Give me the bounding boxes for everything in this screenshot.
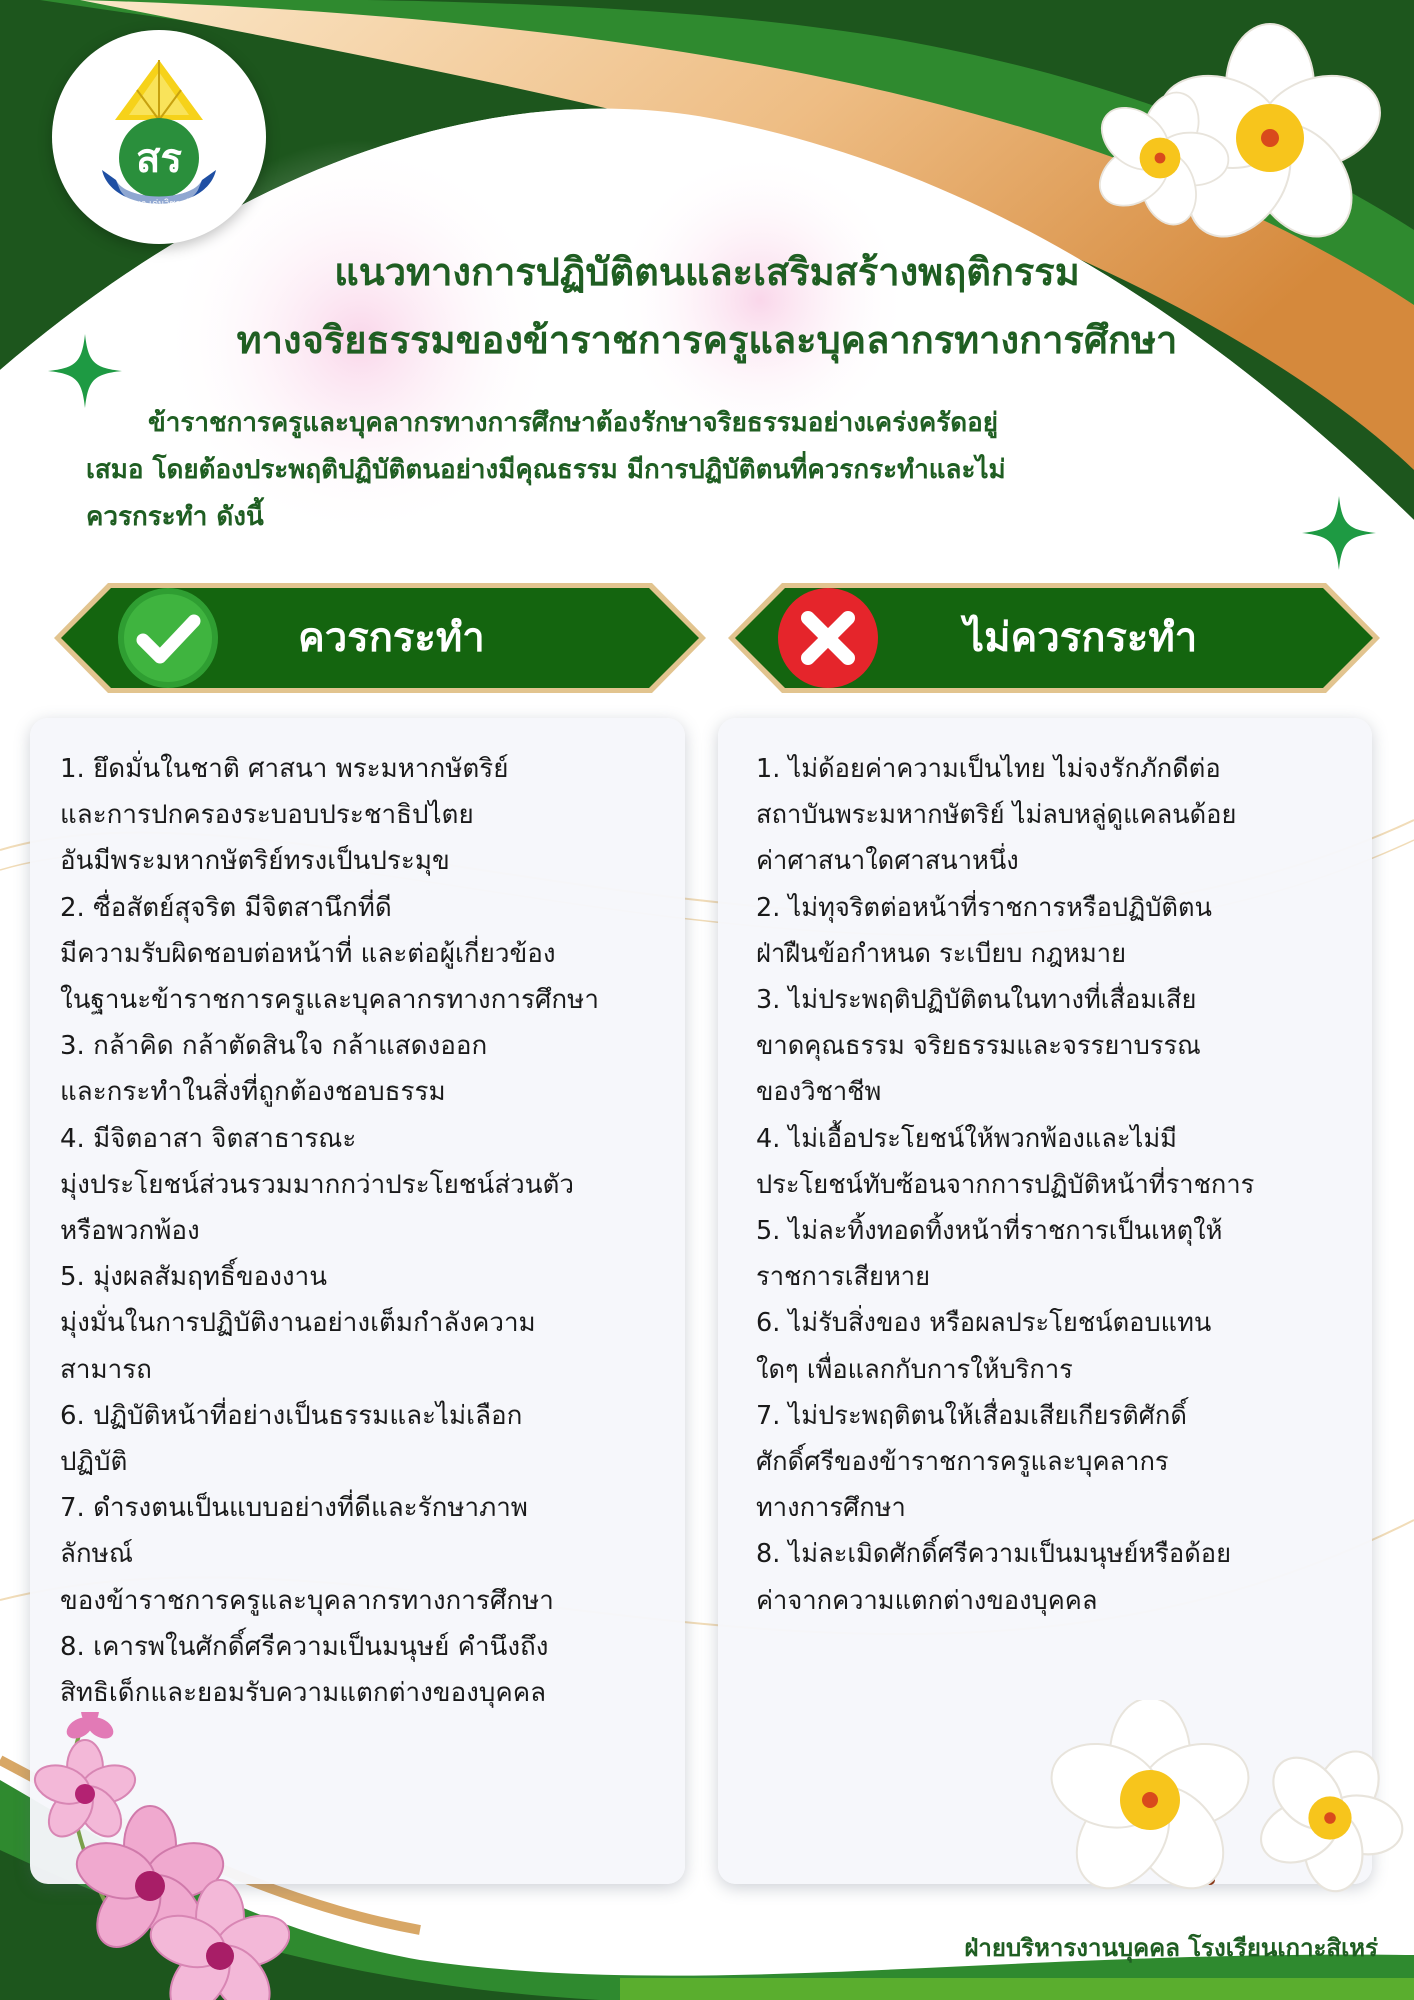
sparkle-icon — [48, 334, 122, 408]
list-line: 8. ไม่ละเมิดศักดิ์ศรีความเป็นมนุษย์หรือด้อย — [756, 1539, 1232, 1570]
list-line: 4. มีจิตอาสา จิตสาธารณะ — [60, 1123, 357, 1154]
do-list — [60, 746, 681, 1716]
school-emblem-icon — [52, 30, 266, 244]
list-line: หรือพวกพ้อง — [60, 1216, 200, 1247]
list-line: 3. ไม่ประพฤติปฏิบัติตนในทางที่เสื่อมเสีย — [756, 985, 1197, 1016]
list-line: และกระทำในสิ่งที่ถูกต้องชอบธรรม — [60, 1077, 446, 1108]
list-line: ในฐานะข้าราชการครูและบุคลากรทางการศึกษา — [60, 985, 599, 1016]
list-line: ศักดิ์ศรีของข้าราชการครูและบุคลากร — [756, 1447, 1169, 1478]
list-line: ลักษณ์ — [60, 1539, 133, 1570]
do-banner — [50, 580, 710, 696]
list-line: 8. เคารพในศักดิ์ศรีความเป็นมนุษย์ คำนึงถึง — [60, 1631, 549, 1662]
svg-text:สิตสุขจุลนา เด่นวิชา นำศึกษา: สิตสุขจุลนา เด่นวิชา นำศึกษา — [101, 199, 217, 209]
do-card — [30, 718, 685, 1884]
footer-credit: ฝ่ายบริหารงานบุคคล โรงเรียนเกาะสิเหร่ — [964, 1934, 1378, 1962]
intro-line: เสมอ โดยต้องประพฤติปฏิบัติตนอย่างมีคุณธรรม มีการปฏิบัติตนที่ควรกระทำและไม่ — [86, 455, 1006, 485]
list-line: 6. ปฏิบัติหน้าที่อย่างเป็นธรรมและไม่เลือก — [60, 1400, 523, 1431]
poster-title-line-2: ทางจริยธรรมของข้าราชการครูและบุคลากรทางการศึกษา — [236, 318, 1178, 362]
list-line: 2. ซื่อสัตย์สุจริต มีจิตสานึกที่ดี — [60, 892, 392, 923]
list-line: สามารถ — [60, 1354, 152, 1385]
list-line: ค่าจากความแตกต่างของบุคคล — [756, 1585, 1098, 1616]
list-line: สถาบันพระมหากษัตริย์ ไม่ลบหลู่ดูแคลนด้อย — [756, 800, 1237, 831]
list-line: 4. ไม่เอื้อประโยชน์ให้พวกพ้องและไม่มี — [756, 1123, 1177, 1154]
list-line: 3. กล้าคิด กล้าตัดสินใจ กล้าแสดงออก — [60, 1031, 488, 1062]
list-line: มุ่งมั่นในการปฏิบัติงานอย่างเต็มกำลังความ — [60, 1308, 536, 1339]
list-line: 7. ไม่ประพฤติตนให้เสื่อมเสียเกียรติศักดิ์ — [756, 1400, 1187, 1431]
intro-line: ข้าราชการครูและบุคลากรทางการศึกษาต้องรักษาจริยธรรมอย่างเคร่งครัดอยู่ — [148, 408, 998, 438]
list-line: มีความรับผิดชอบต่อหน้าที่ และต่อผู้เกี่ยวข้อง — [60, 938, 556, 969]
list-line: 1. ไม่ด้อยค่าความเป็นไทย ไม่จงรักภักดีต่อ — [756, 754, 1221, 784]
sparkle-icon — [1302, 496, 1376, 570]
dont-banner — [724, 580, 1384, 696]
list-line: ของวิชาชีพ — [756, 1077, 882, 1108]
poster-title-line-1: แนวทางการปฏิบัติตนและเสริมสร้างพฤติกรรม — [334, 250, 1080, 294]
cross-icon — [778, 588, 878, 688]
list-line: ขาดคุณธรรม จริยธรรมและจรรยาบรรณ — [756, 1031, 1201, 1062]
dont-banner-label: ไม่ควรกระทำ — [964, 615, 1198, 661]
list-line: อันมีพระมหากษัตริย์ทรงเป็นประมุข — [60, 846, 450, 877]
list-line: ค่าศาสนาใดศาสนาหนึ่ง — [756, 846, 1019, 877]
frangipani-flower-icon — [1090, 18, 1400, 258]
pink-orchid-icon — [20, 1712, 290, 2000]
svg-text:สร: สร — [136, 136, 182, 182]
list-line: มุ่งประโยชน์ส่วนรวมมากกว่าประโยชน์ส่วนตัว — [60, 1169, 575, 1200]
list-line: 5. มุ่งผลสัมฤทธิ์ของงาน — [60, 1262, 327, 1293]
list-line: ฝ่าฝืนข้อกำหนด ระเบียบ กฎหมาย — [756, 938, 1127, 969]
school-logo — [52, 30, 266, 244]
list-line: ทางการศึกษา — [756, 1493, 906, 1524]
list-line: 7. ดำรงตนเป็นแบบอย่างที่ดีและรักษาภาพ — [60, 1493, 528, 1524]
list-line: ปฏิบัติ — [60, 1447, 128, 1478]
list-line: 5. ไม่ละทิ้งทอดทิ้งหน้าที่ราชการเป็นเหตุให้ — [756, 1216, 1223, 1247]
list-line: 2. ไม่ทุจริตต่อหน้าที่ราชการหรือปฏิบัติตน — [756, 892, 1212, 923]
list-line: ใดๆ เพื่อแลกกับการให้บริการ — [756, 1354, 1073, 1385]
list-line: 6. ไม่รับสิ่งของ หรือผลประโยชน์ตอบแทน — [756, 1308, 1212, 1339]
list-line: ประโยชน์ทับซ้อนจากการปฏิบัติหน้าที่ราชการ — [756, 1169, 1255, 1200]
do-banner-label: ควรกระทำ — [298, 615, 485, 661]
list-line: 1. ยึดมั่นในชาติ ศาสนา พระมหากษัตริย์ — [60, 754, 509, 784]
list-line: ราชการเสียหาย — [756, 1262, 931, 1293]
list-line: ของข้าราชการครูและบุคลากรทางการศึกษา — [60, 1585, 554, 1616]
intro-paragraph — [86, 400, 1336, 541]
check-icon — [118, 588, 218, 688]
intro-line: ควรกระทำ ดังนี้ — [86, 502, 264, 532]
list-line: และการปกครองระบอบประชาธิปไตย — [60, 800, 474, 831]
list-line: สิทธิเด็กและยอมรับความแตกต่างของบุคคล — [60, 1678, 547, 1709]
frangipani-flower-icon — [1040, 1700, 1410, 1910]
dont-list — [756, 746, 1368, 1624]
